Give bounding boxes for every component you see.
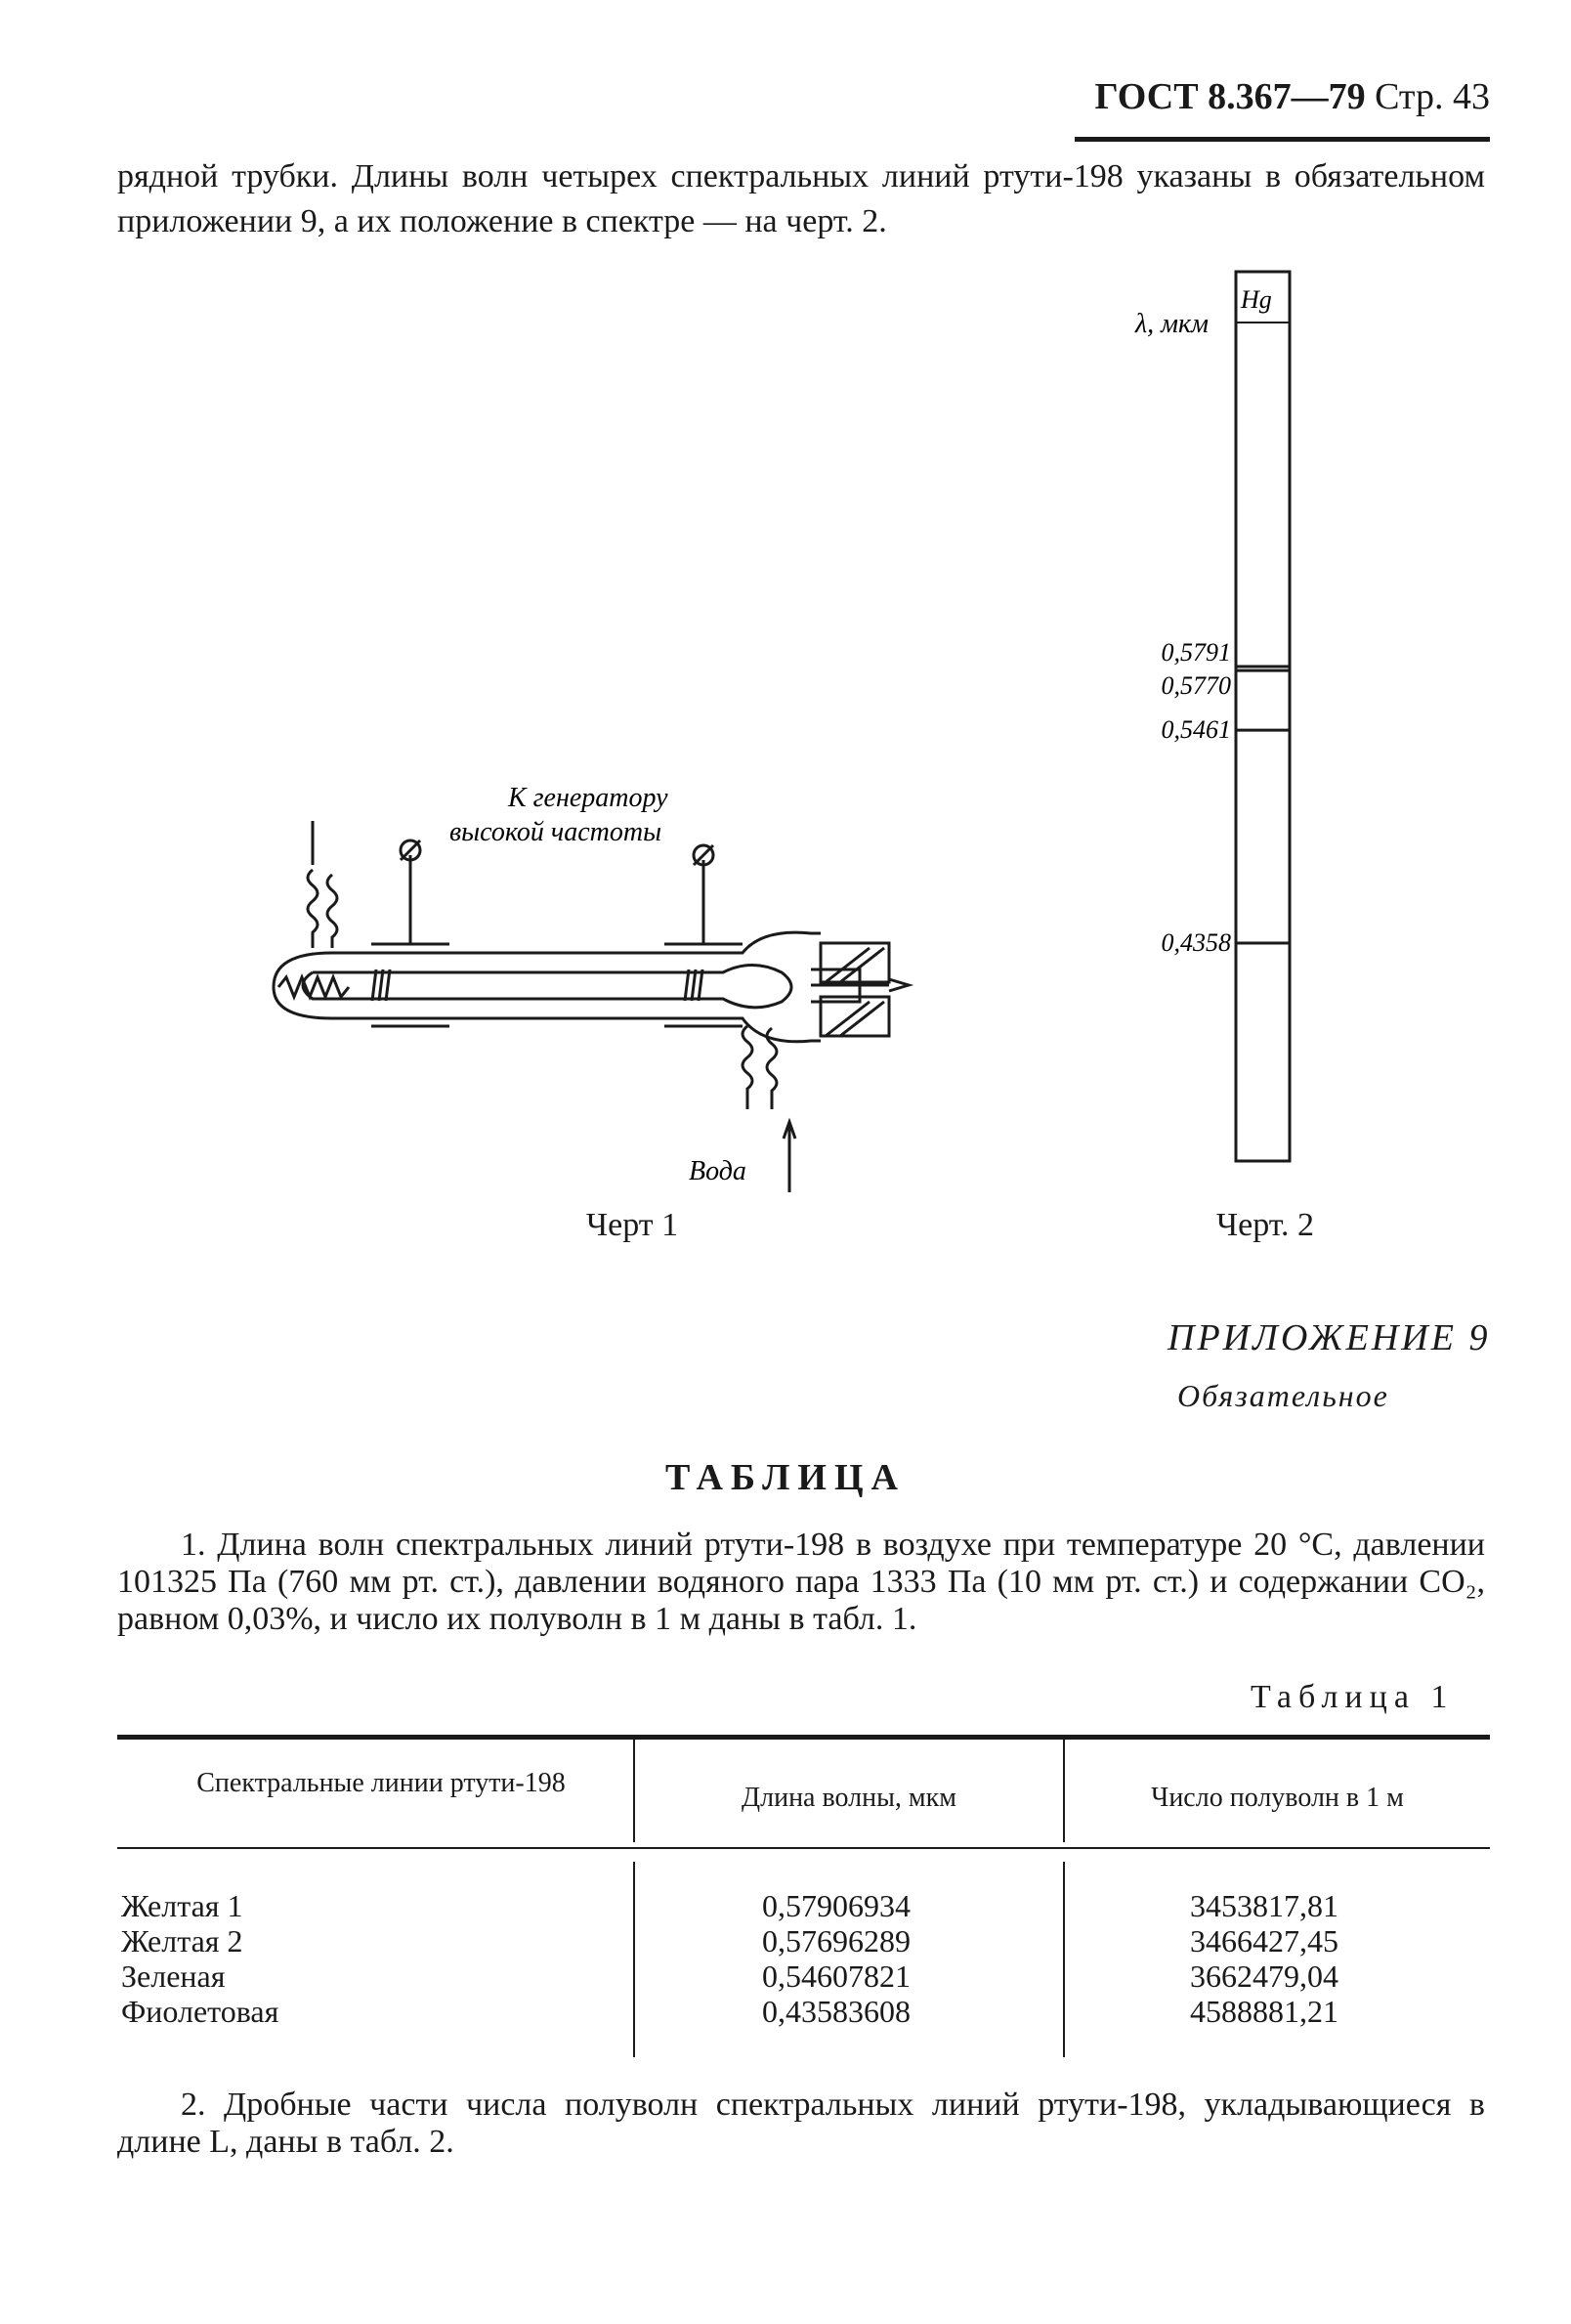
row-3-name: Зеленая bbox=[121, 1958, 226, 1994]
row-4-name: Фиолетовая bbox=[121, 1994, 279, 2029]
spectral-line-label-4: 0,4358 bbox=[1161, 928, 1231, 957]
table-header-lines: Спектральные линии ртути-198 bbox=[196, 1768, 566, 1798]
row-2-wavelength: 0,57696289 bbox=[762, 1923, 911, 1958]
fig1-label-water: Вода bbox=[689, 1156, 746, 1186]
spectral-line-label-2: 0,5770 bbox=[1161, 671, 1231, 701]
table-1-label: Таблица 1 bbox=[1251, 1679, 1455, 1715]
row-3-wavelength: 0,54607821 bbox=[762, 1958, 911, 1994]
section-heading: ТАБЛИЦА bbox=[665, 1457, 906, 1498]
fig1-label-top-1: К генератору bbox=[508, 783, 668, 813]
table-body-divider-2 bbox=[1063, 1862, 1065, 2057]
row-2-halfwaves: 3466427,45 bbox=[1190, 1923, 1338, 1958]
table-body-divider-1 bbox=[633, 1862, 635, 2057]
table-header-wavelength: Длина волны, мкм bbox=[742, 1783, 956, 1813]
appendix-title: ПРИЛОЖЕНИЕ 9 bbox=[1168, 1317, 1491, 1358]
table-column-wavelength bbox=[762, 1888, 911, 2029]
table-header-rule bbox=[117, 1847, 1490, 1849]
paragraph-2: 2. Дробные части числа полуволн спектральных линий ртути-198, укладывающиеся в длине L, даны в табл. 2. bbox=[117, 2087, 1485, 2160]
row-4-wavelength: 0,43583608 bbox=[762, 1994, 911, 2029]
spectral-line-label-1: 0,5791 bbox=[1161, 638, 1231, 667]
standard-number: ГОСТ 8.367—79 bbox=[1094, 76, 1366, 117]
header-rule bbox=[1075, 137, 1490, 142]
fig2-element-label: Hg bbox=[1241, 285, 1272, 314]
figure-1-discharge-tube bbox=[234, 762, 1036, 1202]
table-header-halfwaves: Число полуволн в 1 м bbox=[1151, 1783, 1404, 1813]
appendix-subtitle: Обязательное bbox=[1177, 1378, 1389, 1413]
page-header bbox=[1070, 75, 1490, 155]
row-4-halfwaves: 4588881,21 bbox=[1190, 1994, 1338, 2029]
row-3-halfwaves: 3662479,04 bbox=[1190, 1958, 1338, 1994]
figure-1-caption: Черт 1 bbox=[586, 1207, 679, 1243]
spectral-line-label-3: 0,5461 bbox=[1161, 715, 1231, 745]
figure-2-caption: Черт. 2 bbox=[1216, 1207, 1315, 1243]
table-row bbox=[121, 1888, 278, 2029]
row-1-wavelength: 0,57906934 bbox=[762, 1888, 911, 1923]
fig1-label-top-2: высокой частоты bbox=[449, 817, 662, 847]
row-2-name: Желтая 2 bbox=[121, 1923, 243, 1958]
intro-paragraph: рядной трубки. Длины волн четырех спектральных линий ртути-198 указаны в обязательном приложении 9, а их положение в спектре — на черт. 2. bbox=[117, 158, 1485, 239]
figure-2-spectrum bbox=[1124, 264, 1319, 1183]
row-1-name: Желтая 1 bbox=[121, 1888, 243, 1923]
table-top-rule bbox=[117, 1735, 1490, 1740]
fig2-axis-label: λ, мкм bbox=[1135, 309, 1209, 339]
page-number: Стр. 43 bbox=[1375, 76, 1490, 117]
paragraph-1: 1. Длина волн спектральных линий ртути-198 в воздухе при температуре 20 °C, давлении 101325 Па (760 мм рт. ст.), давлении водяного пара 1333 Па (10 мм рт. ст.) и содержании CO₂, равном 0,03%, и число их полуволн в 1 м даны в табл. 1. bbox=[117, 1527, 1485, 1637]
table-column-halfwaves bbox=[1190, 1888, 1338, 2029]
row-1-halfwaves: 3453817,81 bbox=[1190, 1888, 1338, 1923]
